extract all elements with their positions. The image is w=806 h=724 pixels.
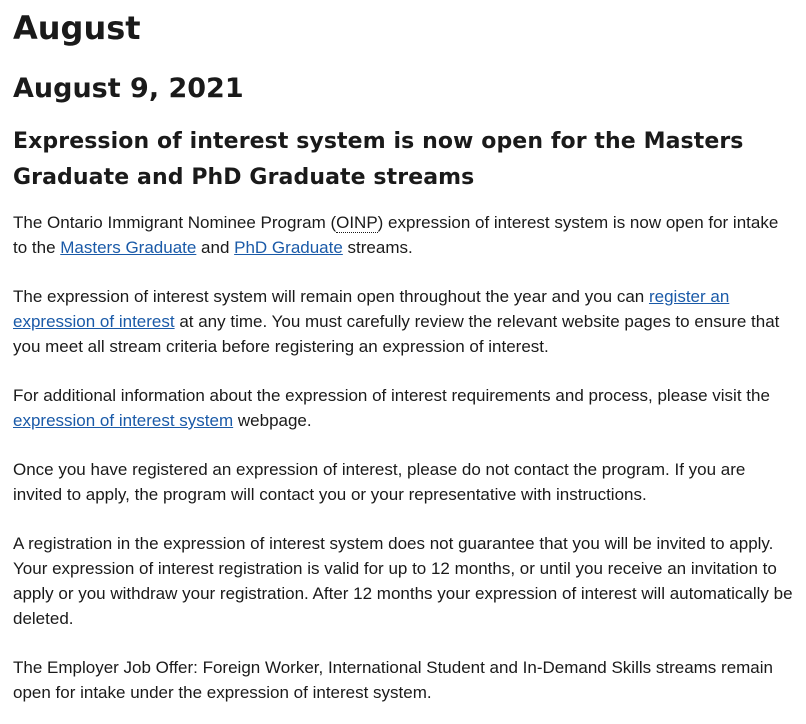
paragraph-streams: The Employer Job Offer: Foreign Worker, International Student and In-Demand Skills streams remain open for intake under the expression of interest system. bbox=[13, 658, 773, 702]
paragraph-validity: A registration in the expression of interest system does not guarantee that you will be invited to apply. Your expression of interest registration is valid for up to 12 months, or until you receive an invitation to apply or you withdraw your registration. After 12 months your expression of interest will automatically be deleted. bbox=[13, 534, 793, 628]
paragraph-info bbox=[13, 383, 793, 433]
post-date: August 9, 2021 bbox=[13, 73, 244, 104]
paragraph-intro bbox=[13, 210, 793, 260]
phd-graduate-link[interactable]: PhD Graduate bbox=[234, 238, 343, 257]
eoi-system-link[interactable]: expression of interest system bbox=[13, 411, 234, 430]
paragraph-text: For additional information about the expression of interest requirements and process, please visit the bbox=[13, 386, 770, 405]
paragraph-text: streams. bbox=[342, 238, 413, 257]
post-title: Expression of interest system is now open for the Masters Graduate and PhD Graduate streams bbox=[13, 129, 744, 190]
paragraph-text: webpage. bbox=[233, 411, 312, 430]
month-heading: August bbox=[13, 9, 141, 47]
register-eoi-link[interactable]: register an expression of interest bbox=[13, 287, 730, 331]
paragraph-text: ) expression of interest system is now open for intake to the bbox=[13, 213, 779, 257]
paragraph-register bbox=[13, 284, 793, 359]
paragraph-contact: Once you have registered an expression of interest, please do not contact the program. If you are invited to apply, the program will contact you or your representative with instructions. bbox=[13, 460, 746, 504]
masters-graduate-link[interactable]: Masters Graduate bbox=[60, 238, 197, 257]
paragraph-text: and bbox=[196, 238, 235, 257]
paragraph-text: at any time. You must carefully review the relevant website pages to ensure that you meet all stream criteria before registering an expression of interest. bbox=[13, 312, 780, 356]
paragraph-text: The Ontario Immigrant Nominee Program ( bbox=[13, 213, 337, 232]
paragraph-text: The expression of interest system will remain open throughout the year and you can bbox=[13, 287, 649, 306]
oinp-abbreviation: OINP bbox=[336, 213, 378, 232]
